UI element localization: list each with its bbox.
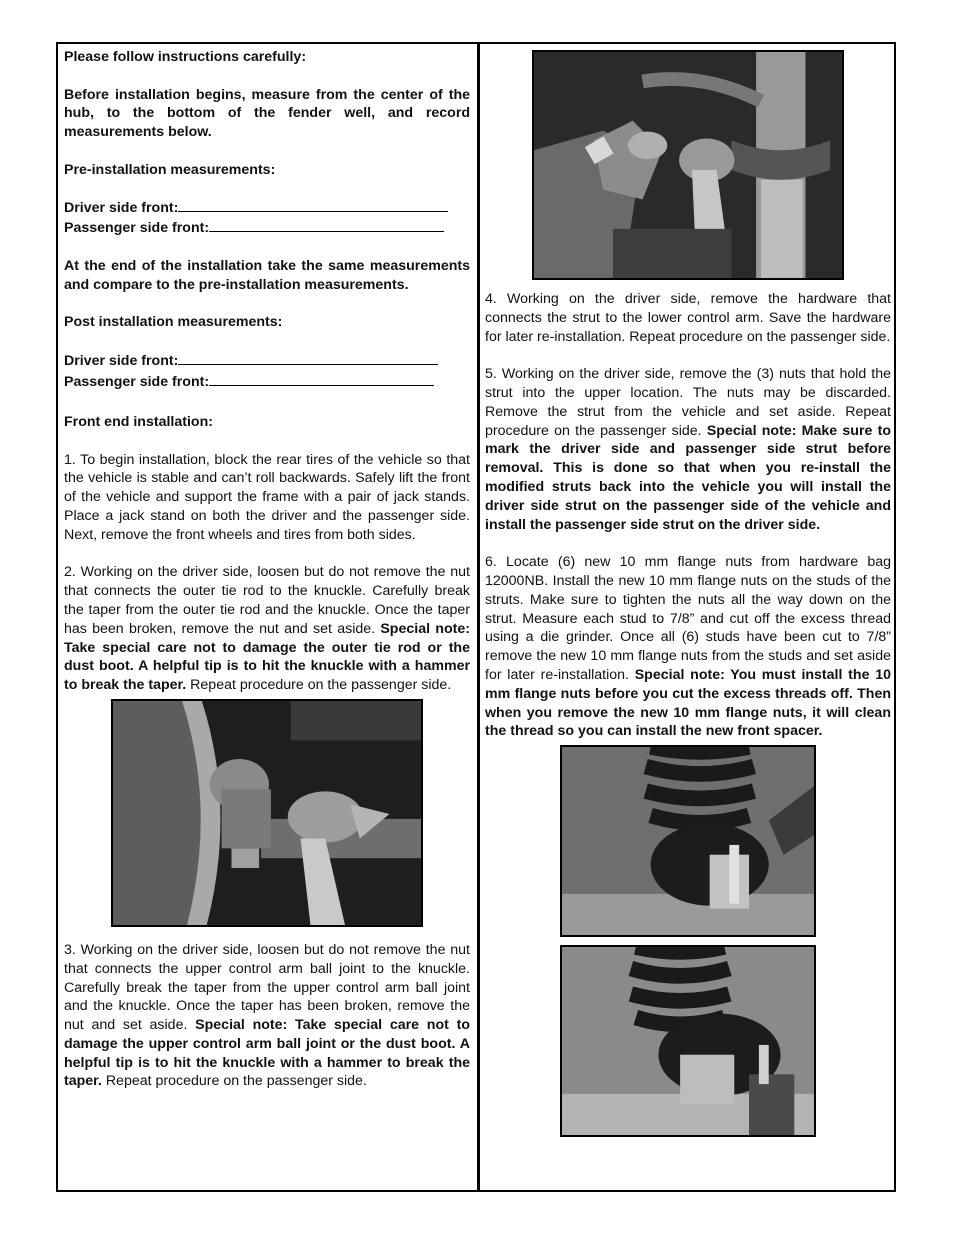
post-driver-label: Driver side front:	[64, 353, 179, 370]
step-3-repeat: Repeat procedure on the passenger side.	[105, 1073, 367, 1090]
pre-passenger-blank	[209, 218, 444, 232]
step-6-text: 6. Locate (6) new 10 mm flange nuts from hardware bag 12000NB. Install the new 10 mm flange nuts on the studs of the struts. Make sure to tighten the nuts all the way down on the strut. Measure each stud to 7/8” and cut off the excess thread using a die grinder. Once all (6) studs have been cut to 7/8” remove the new 10 mm flange nuts from the studs and set aside for later re-installation.	[485, 554, 891, 683]
instructions-heading: Please follow instructions carefully:	[64, 49, 307, 65]
step-4-paragraph: 4. Working on the driver side, remove the hardware that connects the strut to the lower control arm. Save the hardware for later re-installation. Repeat procedure on the passenger side.	[485, 291, 891, 345]
step-2-text: 2. Working on the driver side, loosen but do not remove the nut that connects the outer tie rod to the knuckle. Carefully break the taper from the outer tie rod and the knuckle. Once the taper has been broken, remove the nut and set aside.	[64, 564, 470, 637]
end-note-paragraph: At the end of the installation take the same measurements and compare to the pre-installation measurements.	[64, 257, 470, 293]
post-installation-heading: Post installation measurements:	[64, 314, 283, 331]
pre-driver-label: Driver side front:	[64, 200, 179, 217]
tie-rod-hammer-photo	[111, 699, 423, 927]
step-5-special-note: Special note: Make sure to mark the driver side and passenger side strut before removal. This is done so that when you re-install the modified struts back into the vehicle you will install the driver side strut on the passenger side of the vehicle and install the passenger side strut on the driver side.	[485, 422, 891, 533]
left-column	[64, 44, 470, 1110]
step-6-paragraph	[485, 553, 891, 741]
step-2-paragraph	[64, 563, 470, 695]
pre-passenger-label: Passenger side front:	[64, 220, 210, 237]
step-2-repeat: Repeat procedure on the passenger side.	[190, 677, 452, 694]
pre-driver-line	[64, 198, 470, 218]
step-1-paragraph: 1. To begin installation, block the rear tires of the vehicle so that the vehicle is stable and can’t roll backwards. Safely lift the front of the vehicle and support the frame with a pair of jack stands. Place a jack stand on both the driver and the passenger side. Next, remove the front wheels and tires from both sides.	[64, 451, 470, 543]
right-column	[485, 44, 891, 1137]
step-3-paragraph	[64, 941, 470, 1091]
intro-paragraph: Before installation begins, measure from the center of the hub, to the bottom of the fender well, and record measurements below.	[64, 86, 470, 141]
post-passenger-line	[64, 372, 470, 393]
step-5-text: 5. Working on the driver side, remove the (3) nuts that hold the strut into the upper location. The nuts may be discarded. Remove the strut from the vehicle and set aside. Repeat procedure on the passenger side.	[485, 366, 891, 439]
post-driver-blank	[178, 351, 438, 365]
post-passenger-label: Passenger side front:	[64, 374, 210, 391]
pre-driver-blank	[178, 198, 448, 212]
step-5-paragraph	[485, 365, 891, 534]
step-3-special-note: Special note: Take special care not to damage the upper control arm ball joint or the dust boot. A helpful tip is to hit the knuckle with a hammer to break the taper.	[64, 1017, 470, 1090]
step-2-special-note: Special note: Take special care not to damage the outer tie rod or the dust boot. A helpful tip is to hit the knuckle with a hammer to break the taper.	[64, 620, 470, 694]
strut-cut-stud-photo	[560, 945, 816, 1137]
front-end-heading: Front end installation:	[64, 413, 213, 430]
post-passenger-blank	[209, 372, 434, 386]
instruction-frame	[56, 42, 896, 1192]
pre-passenger-line	[64, 218, 470, 238]
column-divider	[477, 44, 480, 1190]
strut-lower-arm-photo	[532, 50, 844, 280]
step-3-text: 3. Working on the driver side, loosen but do not remove the nut that connects the upper control arm ball joint to the knuckle. Carefully break the taper from the upper control arm ball joint and the knuckle. Once the taper has been broken, remove the nut and set aside.	[64, 941, 470, 1034]
step-6-special-note: Special note: You must install the 10 mm flange nuts before you cut the excess threads off. Then when you remove the new 10 mm flange nuts, it will clean the thread so you can install the new front spacer.	[485, 666, 891, 740]
pre-installation-heading: Pre-installation measurements:	[64, 161, 276, 178]
strut-measure-stud-photo	[560, 745, 816, 937]
post-driver-line	[64, 351, 470, 372]
